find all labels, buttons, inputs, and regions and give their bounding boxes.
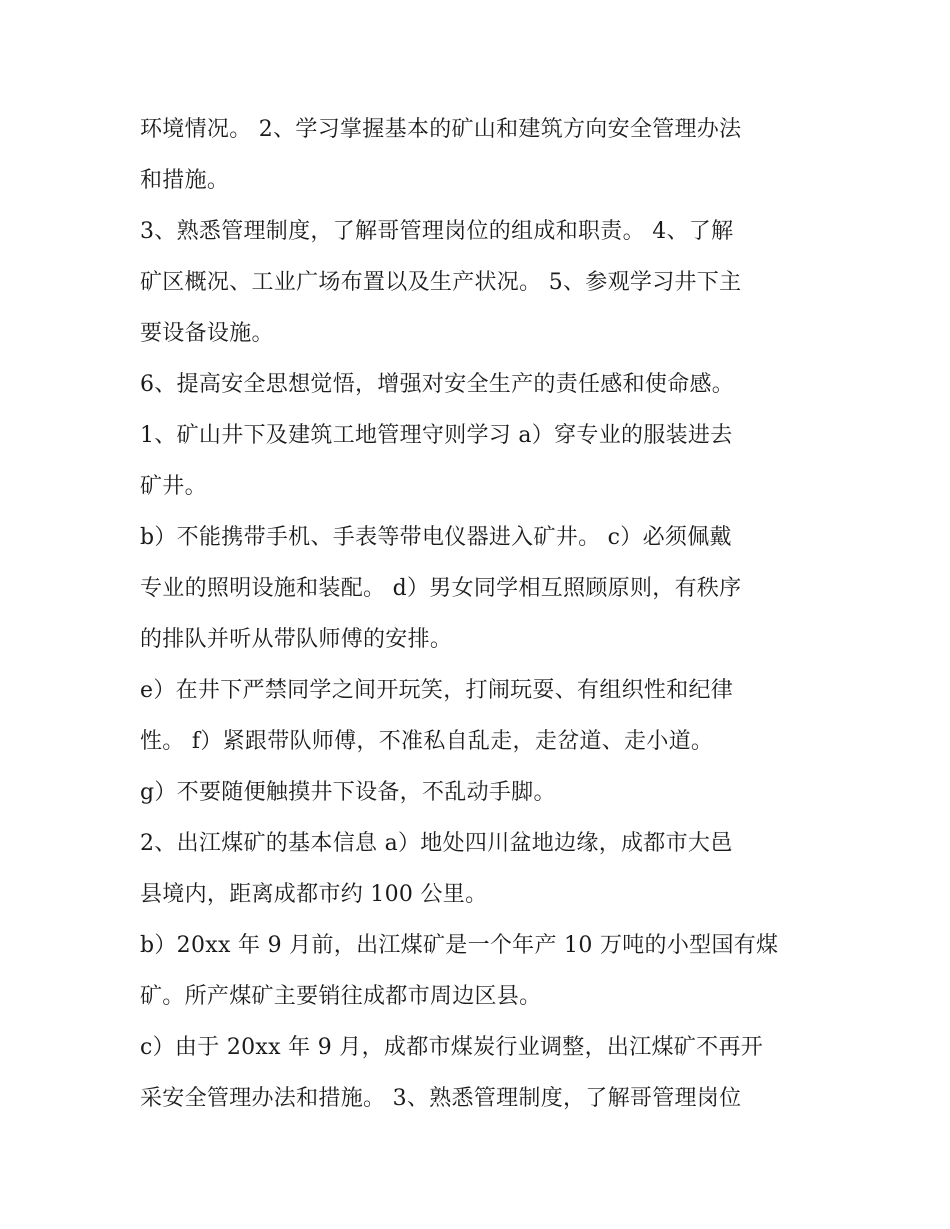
text-line: 2、出江煤矿的基本信息 a）地处四川盆地边缘，成都市大邑 bbox=[140, 831, 733, 856]
text-line: 性。 f）紧跟带队师傅，不准私自乱走，走岔道、走小道。 bbox=[140, 729, 714, 754]
text-line: 专业的照明设施和装配。 d）男女同学相互照顾原则，有秩序 bbox=[140, 576, 742, 601]
text-line: 要设备设施。 bbox=[140, 321, 274, 346]
document-body bbox=[140, 104, 820, 1124]
text-line: b）20xx 年 9 月前，出江煤矿是一个年产 10 万吨的小型国有煤 bbox=[140, 933, 779, 958]
text-line: 6、提高安全思想觉悟，增强对安全生产的责任感和使命感。 bbox=[140, 372, 735, 397]
text-line: b）不能携带手机、手表等带电仪器进入矿井。 c）必须佩戴 bbox=[140, 525, 732, 550]
text-line: 县境内，距离成都市约 100 公里。 bbox=[140, 882, 488, 907]
text-line: e）在井下严禁同学之间开玩笑，打闹玩耍、有组织性和纪律 bbox=[140, 678, 734, 703]
text-line: 的排队并听从带队师傅的安排。 bbox=[140, 627, 453, 652]
text-line: 3、熟悉管理制度，了解哥管理岗位的组成和职责。 4、了解 bbox=[140, 219, 734, 244]
text-line: 环境情况。 2、学习掌握基本的矿山和建筑方向安全管理办法 bbox=[140, 117, 742, 142]
text-line: 矿区概况、工业广场布置以及生产状况。 5、参观学习井下主 bbox=[140, 270, 742, 295]
text-line: 采安全管理办法和措施。 3、熟悉管理制度，了解哥管理岗位 bbox=[140, 1086, 742, 1111]
text-line: c）由于 20xx 年 9 月，成都市煤炭行业调整，出江煤矿不再开 bbox=[140, 1035, 764, 1060]
text-line: 矿。所产煤矿主要销往成都市周边区县。 bbox=[140, 984, 542, 1009]
text-line: 和措施。 bbox=[140, 168, 230, 193]
text-line: 1、矿山井下及建筑工地管理守则学习 a）穿专业的服装进去 bbox=[140, 423, 733, 448]
text-line: 矿井。 bbox=[140, 474, 207, 499]
text-line: g）不要随便触摸井下设备，不乱动手脚。 bbox=[140, 780, 556, 805]
